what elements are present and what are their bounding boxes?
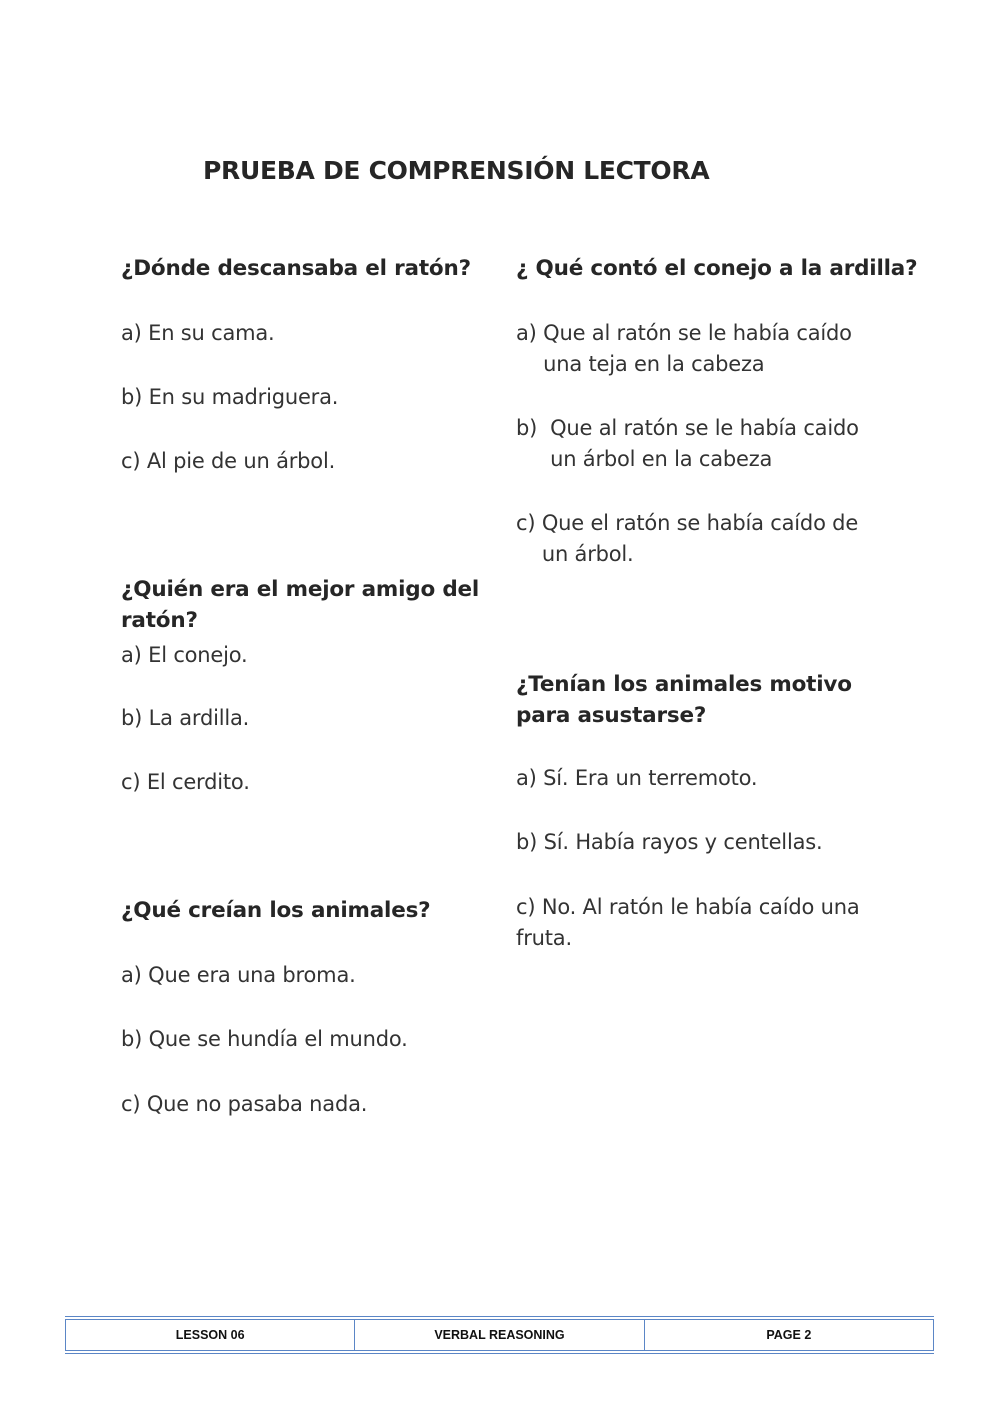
question-5-option-a: a) Sí. Era un terremoto. — [516, 766, 758, 790]
question-1: ¿Dónde descansaba el ratón? — [121, 256, 471, 281]
question-3-option-a: a) Que era una broma. — [121, 963, 356, 987]
option-text: Que al ratón se le había caido un árbol en la cabeza — [550, 416, 859, 471]
footer-table — [65, 1319, 934, 1351]
question-2-option-b: b) La ardilla. — [121, 706, 250, 730]
question-1-option-b: b) En su madriguera. — [121, 385, 339, 409]
question-2: ¿Quién era el mejor amigo del ratón? — [121, 577, 480, 633]
question-2-option-c: c) El cerdito. — [121, 770, 250, 794]
page-footer — [65, 1316, 934, 1354]
question-5-option-c: c) No. Al ratón le había caído una fruta. — [516, 895, 860, 950]
question-4-option-a — [516, 318, 886, 380]
page-title: PRUEBA DE COMPRENSIÓN LECTORA — [203, 156, 710, 185]
question-2-option-a: a) El conejo. — [121, 643, 248, 667]
question-4-option-c — [516, 508, 886, 570]
option-text: Que al ratón se le había caído una teja en la cabeza — [543, 321, 852, 376]
question-5-option-b: b) Sí. Había rayos y centellas. — [516, 830, 823, 854]
question-4: ¿ Qué contó el conejo a la ardilla? — [516, 256, 918, 281]
question-3-option-b: b) Que se hundía el mundo. — [121, 1027, 408, 1051]
footer-page-number: PAGE 2 — [644, 1320, 933, 1351]
question-3-option-c: c) Que no pasaba nada. — [121, 1092, 368, 1116]
question-4-option-b — [516, 413, 886, 475]
question-3: ¿Qué creían los animales? — [121, 898, 431, 923]
question-1-option-a: a) En su cama. — [121, 321, 275, 345]
question-5: ¿Tenían los animales motivo para asustarse? — [516, 672, 852, 728]
footer-subject: VERBAL REASONING — [355, 1320, 644, 1351]
option-label: b) — [516, 416, 551, 440]
footer-lesson: LESSON 06 — [66, 1320, 355, 1351]
option-label: c) — [516, 511, 542, 535]
option-label: a) — [516, 321, 544, 345]
question-1-option-c: c) Al pie de un árbol. — [121, 449, 336, 473]
option-text: Que el ratón se había caído de un árbol. — [541, 511, 859, 566]
